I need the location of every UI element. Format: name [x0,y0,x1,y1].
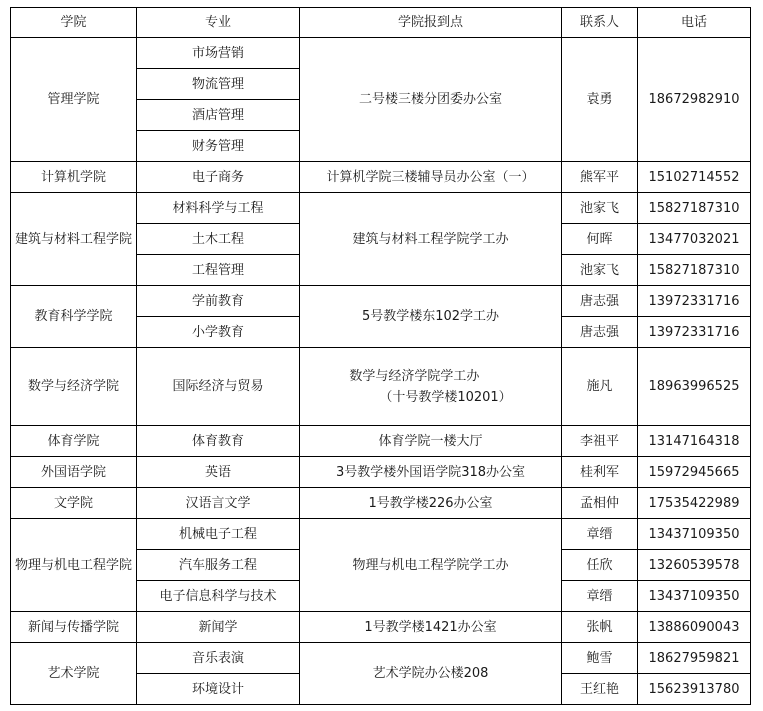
table-row [11,162,751,193]
contact-cell: 施凡 [562,348,638,426]
college-cell: 新闻与传播学院 [11,612,137,643]
major-cell: 汽车服务工程 [137,550,300,581]
college-cell: 文学院 [11,488,137,519]
major-cell: 体育教育 [137,426,300,457]
header-location: 学院报到点 [300,8,562,38]
major-cell: 机械电子工程 [137,519,300,550]
table-row [11,286,751,317]
phone-cell: 18627959821 [638,643,751,674]
phone-cell: 13972331716 [638,317,751,348]
location-cell: 二号楼三楼分团委办公室 [300,38,562,162]
phone-cell: 13260539578 [638,550,751,581]
table-row [11,348,751,426]
contact-cell: 袁勇 [562,38,638,162]
table-row [11,612,751,643]
location-cell: 5号教学楼东102学工办 [300,286,562,348]
major-cell: 市场营销 [137,38,300,69]
table-row [11,488,751,519]
location-cell: 物理与机电工程学院学工办 [300,519,562,612]
contact-cell: 桂利军 [562,457,638,488]
college-cell: 建筑与材料工程学院 [11,193,137,286]
college-cell: 管理学院 [11,38,137,162]
location-cell: 1号教学楼226办公室 [300,488,562,519]
location-cell: 3号教学楼外国语学院318办公室 [300,457,562,488]
location-multiline [349,366,511,408]
phone-cell: 13147164318 [638,426,751,457]
major-cell: 学前教育 [137,286,300,317]
phone-cell: 13886090043 [638,612,751,643]
contact-cell: 孟相仲 [562,488,638,519]
table-row [11,38,751,69]
table-row [11,519,751,550]
location-line-2: （十号教学楼10201） [379,389,512,405]
contact-cell: 唐志强 [562,317,638,348]
phone-cell: 18963996525 [638,348,751,426]
major-cell: 英语 [137,457,300,488]
major-cell: 工程管理 [137,255,300,286]
location-line-1: 数学与经济学院学工办 [349,368,480,384]
major-cell: 财务管理 [137,131,300,162]
header-contact: 联系人 [562,8,638,38]
major-cell: 酒店管理 [137,100,300,131]
college-cell: 体育学院 [11,426,137,457]
major-cell: 国际经济与贸易 [137,348,300,426]
contact-cell: 鲍雪 [562,643,638,674]
college-cell: 数学与经济学院 [11,348,137,426]
registration-table [10,7,751,705]
phone-cell: 13437109350 [638,581,751,612]
major-cell: 音乐表演 [137,643,300,674]
header-row [11,8,751,38]
college-cell: 计算机学院 [11,162,137,193]
major-cell: 物流管理 [137,69,300,100]
major-cell: 环境设计 [137,674,300,705]
contact-cell: 王红艳 [562,674,638,705]
college-cell: 物理与机电工程学院 [11,519,137,612]
header-college: 学院 [11,8,137,38]
location-cell: 艺术学院办公楼208 [300,643,562,705]
table-row [11,643,751,674]
major-cell: 新闻学 [137,612,300,643]
phone-cell: 13972331716 [638,286,751,317]
location-cell: 计算机学院三楼辅导员办公室（一） [300,162,562,193]
major-cell: 土木工程 [137,224,300,255]
phone-cell: 13477032021 [638,224,751,255]
phone-cell: 15827187310 [638,193,751,224]
phone-cell: 15102714552 [638,162,751,193]
contact-cell: 池家飞 [562,255,638,286]
college-cell: 教育科学学院 [11,286,137,348]
phone-cell: 13437109350 [638,519,751,550]
contact-cell: 张帆 [562,612,638,643]
major-cell: 汉语言文学 [137,488,300,519]
phone-cell: 15827187310 [638,255,751,286]
contact-cell: 李祖平 [562,426,638,457]
major-cell: 电子信息科学与技术 [137,581,300,612]
contact-cell: 章缙 [562,581,638,612]
contact-cell: 任欣 [562,550,638,581]
major-cell: 电子商务 [137,162,300,193]
location-cell [300,348,562,426]
phone-cell: 17535422989 [638,488,751,519]
phone-cell: 15623913780 [638,674,751,705]
phone-cell: 18672982910 [638,38,751,162]
header-phone: 电话 [638,8,751,38]
location-cell: 体育学院一楼大厅 [300,426,562,457]
contact-cell: 章缙 [562,519,638,550]
major-cell: 材料科学与工程 [137,193,300,224]
major-cell: 小学教育 [137,317,300,348]
location-cell: 建筑与材料工程学院学工办 [300,193,562,286]
phone-cell: 15972945665 [638,457,751,488]
college-cell: 外国语学院 [11,457,137,488]
contact-cell: 池家飞 [562,193,638,224]
header-major: 专业 [137,8,300,38]
contact-cell: 唐志强 [562,286,638,317]
contact-cell: 熊军平 [562,162,638,193]
table-row [11,457,751,488]
table-row [11,193,751,224]
table-row [11,426,751,457]
contact-cell: 何晖 [562,224,638,255]
college-cell: 艺术学院 [11,643,137,705]
location-cell: 1号教学楼1421办公室 [300,612,562,643]
